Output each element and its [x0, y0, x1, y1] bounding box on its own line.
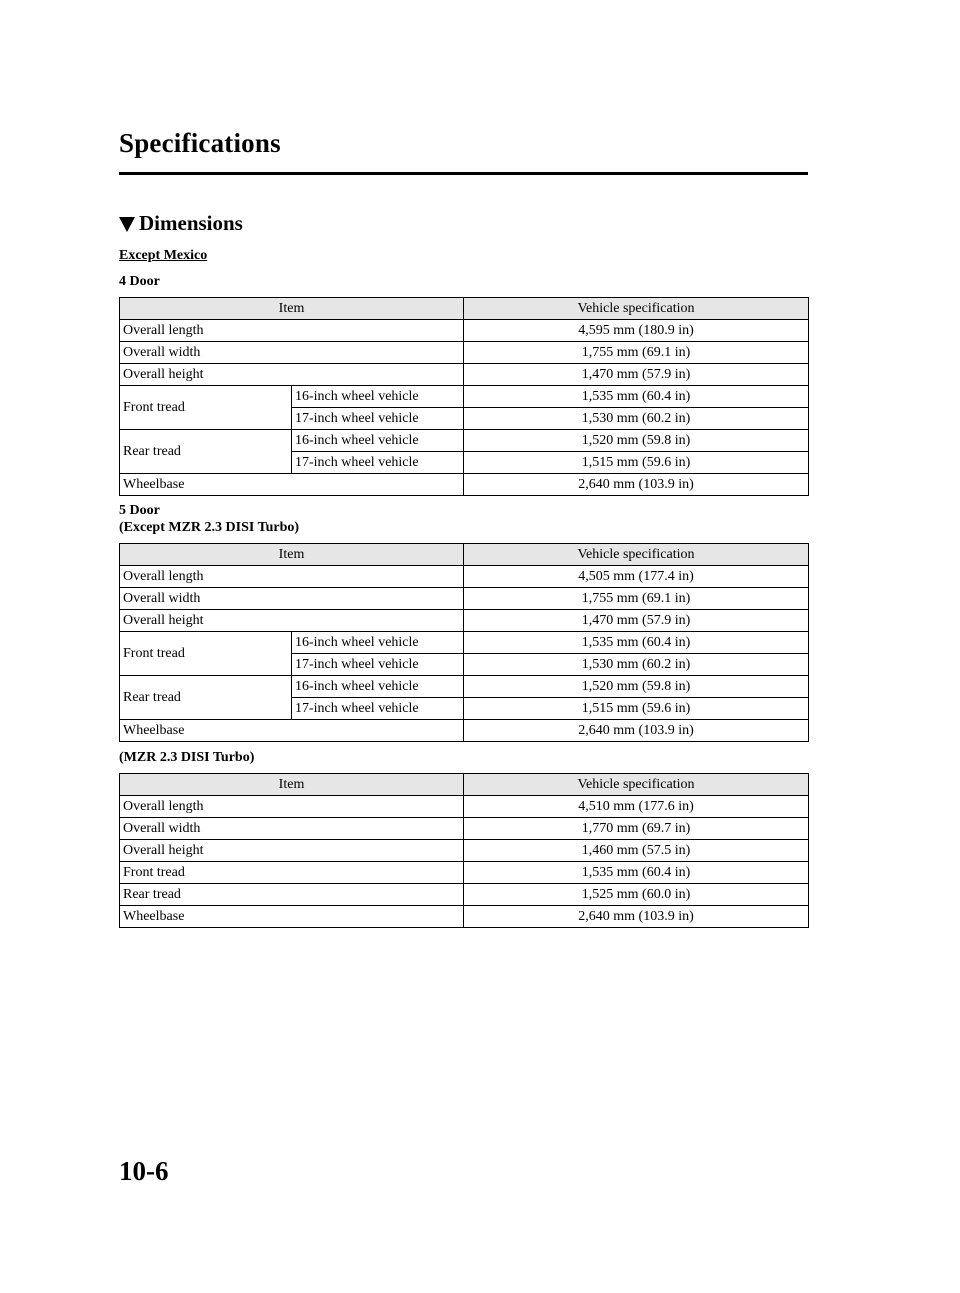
row-value: 1,525 mm (60.0 in) — [464, 884, 809, 906]
row-sublabel: 16-inch wheel vehicle — [292, 632, 464, 654]
section-heading-text: Dimensions — [139, 211, 243, 235]
header-item: Item — [120, 774, 464, 796]
row-value: 1,755 mm (69.1 in) — [464, 342, 809, 364]
row-value: 2,640 mm (103.9 in) — [464, 720, 809, 742]
table-row — [120, 474, 809, 496]
table-row — [120, 676, 809, 698]
header-spec: Vehicle specification — [464, 774, 809, 796]
row-sublabel: 17-inch wheel vehicle — [292, 452, 464, 474]
table-row — [120, 840, 809, 862]
table-row — [120, 862, 809, 884]
row-value: 1,755 mm (69.1 in) — [464, 588, 809, 610]
row-value: 1,770 mm (69.7 in) — [464, 818, 809, 840]
table-row — [120, 632, 809, 654]
row-value: 1,470 mm (57.9 in) — [464, 364, 809, 386]
row-value: 2,640 mm (103.9 in) — [464, 906, 809, 928]
table-header-row — [120, 544, 809, 566]
row-value: 1,515 mm (59.6 in) — [464, 452, 809, 474]
row-label: Overall length — [120, 796, 464, 818]
table-row — [120, 720, 809, 742]
spec-table-turbo — [119, 773, 809, 928]
table-header-row — [120, 298, 809, 320]
row-value: 1,535 mm (60.4 in) — [464, 862, 809, 884]
row-label: Rear tread — [120, 676, 292, 720]
row-sublabel: 17-inch wheel vehicle — [292, 408, 464, 430]
block-label-4-door: 4 Door — [119, 274, 160, 289]
row-value: 1,520 mm (59.8 in) — [464, 430, 809, 452]
row-sublabel: 16-inch wheel vehicle — [292, 676, 464, 698]
header-spec: Vehicle specification — [464, 544, 809, 566]
table-row — [120, 884, 809, 906]
row-label: Overall width — [120, 588, 464, 610]
block-label-5-door: 5 Door — [119, 503, 160, 518]
row-sublabel: 16-inch wheel vehicle — [292, 386, 464, 408]
row-label: Overall height — [120, 610, 464, 632]
header-item: Item — [120, 298, 464, 320]
table-row — [120, 818, 809, 840]
region-label: Except Mexico — [119, 248, 208, 263]
row-value: 4,595 mm (180.9 in) — [464, 320, 809, 342]
row-label: Overall width — [120, 342, 464, 364]
table-row — [120, 610, 809, 632]
triangle-down-icon — [119, 217, 135, 232]
row-value: 1,515 mm (59.6 in) — [464, 698, 809, 720]
row-label: Front tread — [120, 862, 464, 884]
row-value: 1,460 mm (57.5 in) — [464, 840, 809, 862]
row-value: 4,505 mm (177.4 in) — [464, 566, 809, 588]
row-value: 1,520 mm (59.8 in) — [464, 676, 809, 698]
row-value: 1,535 mm (60.4 in) — [464, 632, 809, 654]
spec-table-5-door — [119, 543, 809, 742]
row-label: Overall height — [120, 840, 464, 862]
row-label: Wheelbase — [120, 474, 464, 496]
header-item: Item — [120, 544, 464, 566]
row-label: Wheelbase — [120, 906, 464, 928]
table-row — [120, 386, 809, 408]
row-label: Wheelbase — [120, 720, 464, 742]
table-row — [120, 588, 809, 610]
row-label: Front tread — [120, 386, 292, 430]
row-label: Overall length — [120, 320, 464, 342]
row-value: 4,510 mm (177.6 in) — [464, 796, 809, 818]
row-label: Front tread — [120, 632, 292, 676]
row-label: Overall height — [120, 364, 464, 386]
header-spec: Vehicle specification — [464, 298, 809, 320]
row-label: Overall width — [120, 818, 464, 840]
row-value: 2,640 mm (103.9 in) — [464, 474, 809, 496]
table-row — [120, 320, 809, 342]
table-row — [120, 430, 809, 452]
row-sublabel: 17-inch wheel vehicle — [292, 698, 464, 720]
block-label-turbo: (MZR 2.3 DISI Turbo) — [119, 750, 255, 765]
table-row — [120, 566, 809, 588]
page-number: 10-6 — [119, 1156, 169, 1186]
table-header-row — [120, 774, 809, 796]
row-sublabel: 16-inch wheel vehicle — [292, 430, 464, 452]
spec-table-4-door — [119, 297, 809, 496]
row-value: 1,530 mm (60.2 in) — [464, 654, 809, 676]
table-row — [120, 906, 809, 928]
row-label: Rear tread — [120, 430, 292, 474]
section-heading — [119, 211, 243, 236]
page-title: Specifications — [119, 128, 281, 158]
row-label: Rear tread — [120, 884, 464, 906]
table-row — [120, 796, 809, 818]
title-divider — [119, 172, 808, 175]
row-value: 1,535 mm (60.4 in) — [464, 386, 809, 408]
table-row — [120, 364, 809, 386]
row-value: 1,470 mm (57.9 in) — [464, 610, 809, 632]
row-label: Overall length — [120, 566, 464, 588]
row-value: 1,530 mm (60.2 in) — [464, 408, 809, 430]
block-label-5-door-variant: (Except MZR 2.3 DISI Turbo) — [119, 520, 300, 535]
table-row — [120, 342, 809, 364]
row-sublabel: 17-inch wheel vehicle — [292, 654, 464, 676]
